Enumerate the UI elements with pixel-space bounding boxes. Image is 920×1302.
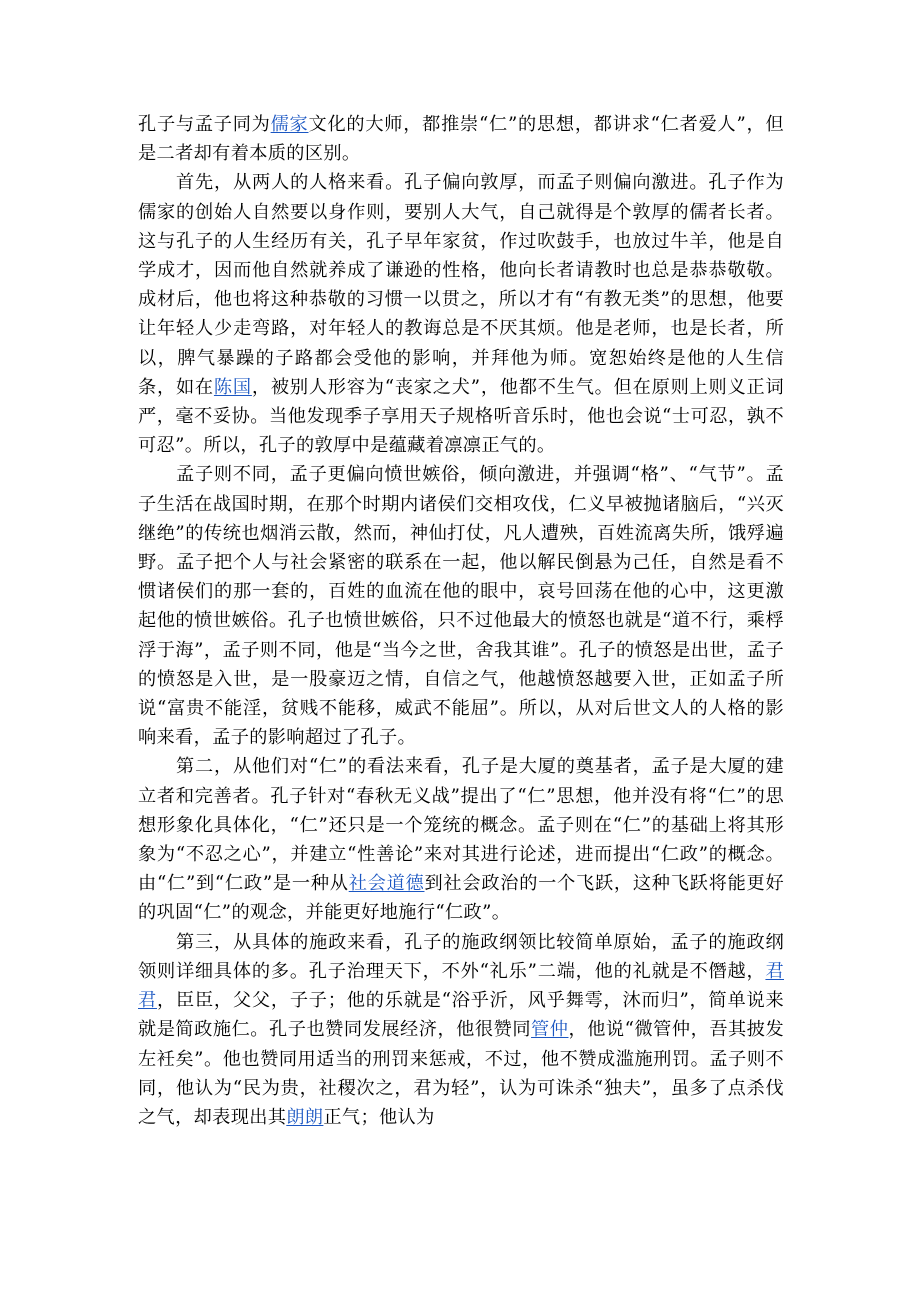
link-langlang[interactable]: 朗朗 <box>286 1106 324 1128</box>
paragraph-intro <box>138 110 784 168</box>
article-body <box>138 110 784 1132</box>
link-chenguo[interactable]: 陈国 <box>213 376 252 398</box>
link-shehui-daode[interactable]: 社会道德 <box>348 873 425 895</box>
text-segment: 第三，从具体的施政来看，孔子的施政纲领比较简单原始，孟子的施政纲领则详细具体的多。孔子治理天下，不外“礼乐”二端，他的礼就是不僭越， <box>138 931 784 982</box>
paragraph-ren-view <box>138 752 784 927</box>
link-rujia[interactable]: 儒家 <box>270 114 309 135</box>
text-segment: ，他说“微管仲，吾其披发左衽矣”。他也赞同用适当的刑罚来惩戒，不过，他不赞成滥施刑罚。孟子则不同，他认为“民为贵，社稷次之，君为轻”，认为可诛杀“独夫”，虽多了点杀伐之气，却表现出其 <box>138 1019 785 1128</box>
text-segment: 孔子与孟子同为 <box>138 114 271 135</box>
text-segment: 文化的大师，都推崇“仁”的思想，都讲求“仁者爱人”，但是二者却有着本质的区别。 <box>138 114 784 165</box>
text-segment: 首先，从两人的人格来看。孔子偏向敦厚，而孟子则偏向激进。孔子作为儒家的创始人自然要以身作则，要别人大气，自己就得是个敦厚的儒者长者。这与孔子的人生经历有关，孔子早年家贫，作过吹鼓手，也放过牛羊，他是自学成才，因而他自然就养成了谦逊的性格，他向长者请教时也总是恭恭敬敬。成材后，他也将这种恭敬的习惯一以贯之，所以才有“有教无类”的思想，他要让年轻人少走弯路，对年轻人的教诲总是不厌其烦。他是老师，也是长者，所以，脾气暴躁的子路都会受他的影响，并拜他为师。宽恕始终是他的人生信条，如在 <box>138 172 784 398</box>
link-junjun[interactable]: 君君 <box>138 960 784 1012</box>
text-segment: 第二，从他们对“仁”的看法来看，孔子是大厦的奠基者，孟子是大厦的建立者和完善者。孔子针对“春秋无义战”提出了“仁”思想，他并没有将“仁”的思想形象化具体化，“仁”还只是一个笼统的概念。孟子则在“仁”的基础上将其形象为“不忍之心”，并建立“性善论”来对其进行论述，进而提出“仁政”的概念。由“仁”到“仁政”是一种从 <box>138 756 784 895</box>
text-segment: 正气；他认为 <box>323 1106 435 1128</box>
text-segment: 孟子则不同，孟子更偏向愤世嫉俗，倾向激进，并强调“格”、“气节”。孟子生活在战国时期，在那个时期内诸侯们交相攻伐，仁义早被抛诸脑后，“兴灭继绝”的传统也烟消云散，然而，神仙打仗，凡人遭殃，百姓流离失所，饿殍遍野。孟子把个人与社会紧密的联系在一起，他以解民倒悬为己任，自然是看不惯诸侯们的那一套的，百姓的血流在他的眼中，哀号回荡在他的心中，这更激起他的愤世嫉俗。孔子也愤世嫉俗，只不过他最大的愤怒也就是“道不行，乘桴浮于海”，孟子则不同，他是“当今之世，舍我其谁”。孔子的愤怒是出世，孟子的愤怒是入世，是一股豪迈之情，自信之气，他越愤怒越要入世，正如孟子所说“富贵不能淫，贫贱不能移，威武不能屈”。所以，从对后世文人的人格的影响来看，孟子的影响超过了孔子。 <box>138 464 784 749</box>
paragraph-personality-mencius <box>138 460 784 752</box>
text-segment: 到社会政治的一个飞跃，这种飞跃将能更好的巩固“仁”的观念，并能更好地施行“仁政”。 <box>138 873 784 924</box>
paragraph-governance <box>138 928 784 1132</box>
text-segment: ，臣臣，父父，子子；他的乐就是“浴乎沂，风乎舞雩，沐而归”，简单说来就是简政施仁。孔子也赞同发展经济，他很赞同 <box>138 990 784 1041</box>
link-guanzhong[interactable]: 管仲 <box>531 1019 569 1041</box>
paragraph-personality-confucius <box>138 168 784 460</box>
text-segment: ，被别人形容为“丧家之犬”，他都不生气。但在原则上则义正词严，毫不妥协。当他发现季子享用天子规格听音乐时，他也会说“士可忍，孰不可忍”。所以，孔子的敦厚中是蕴藏着凛凛正气的。 <box>138 376 785 457</box>
